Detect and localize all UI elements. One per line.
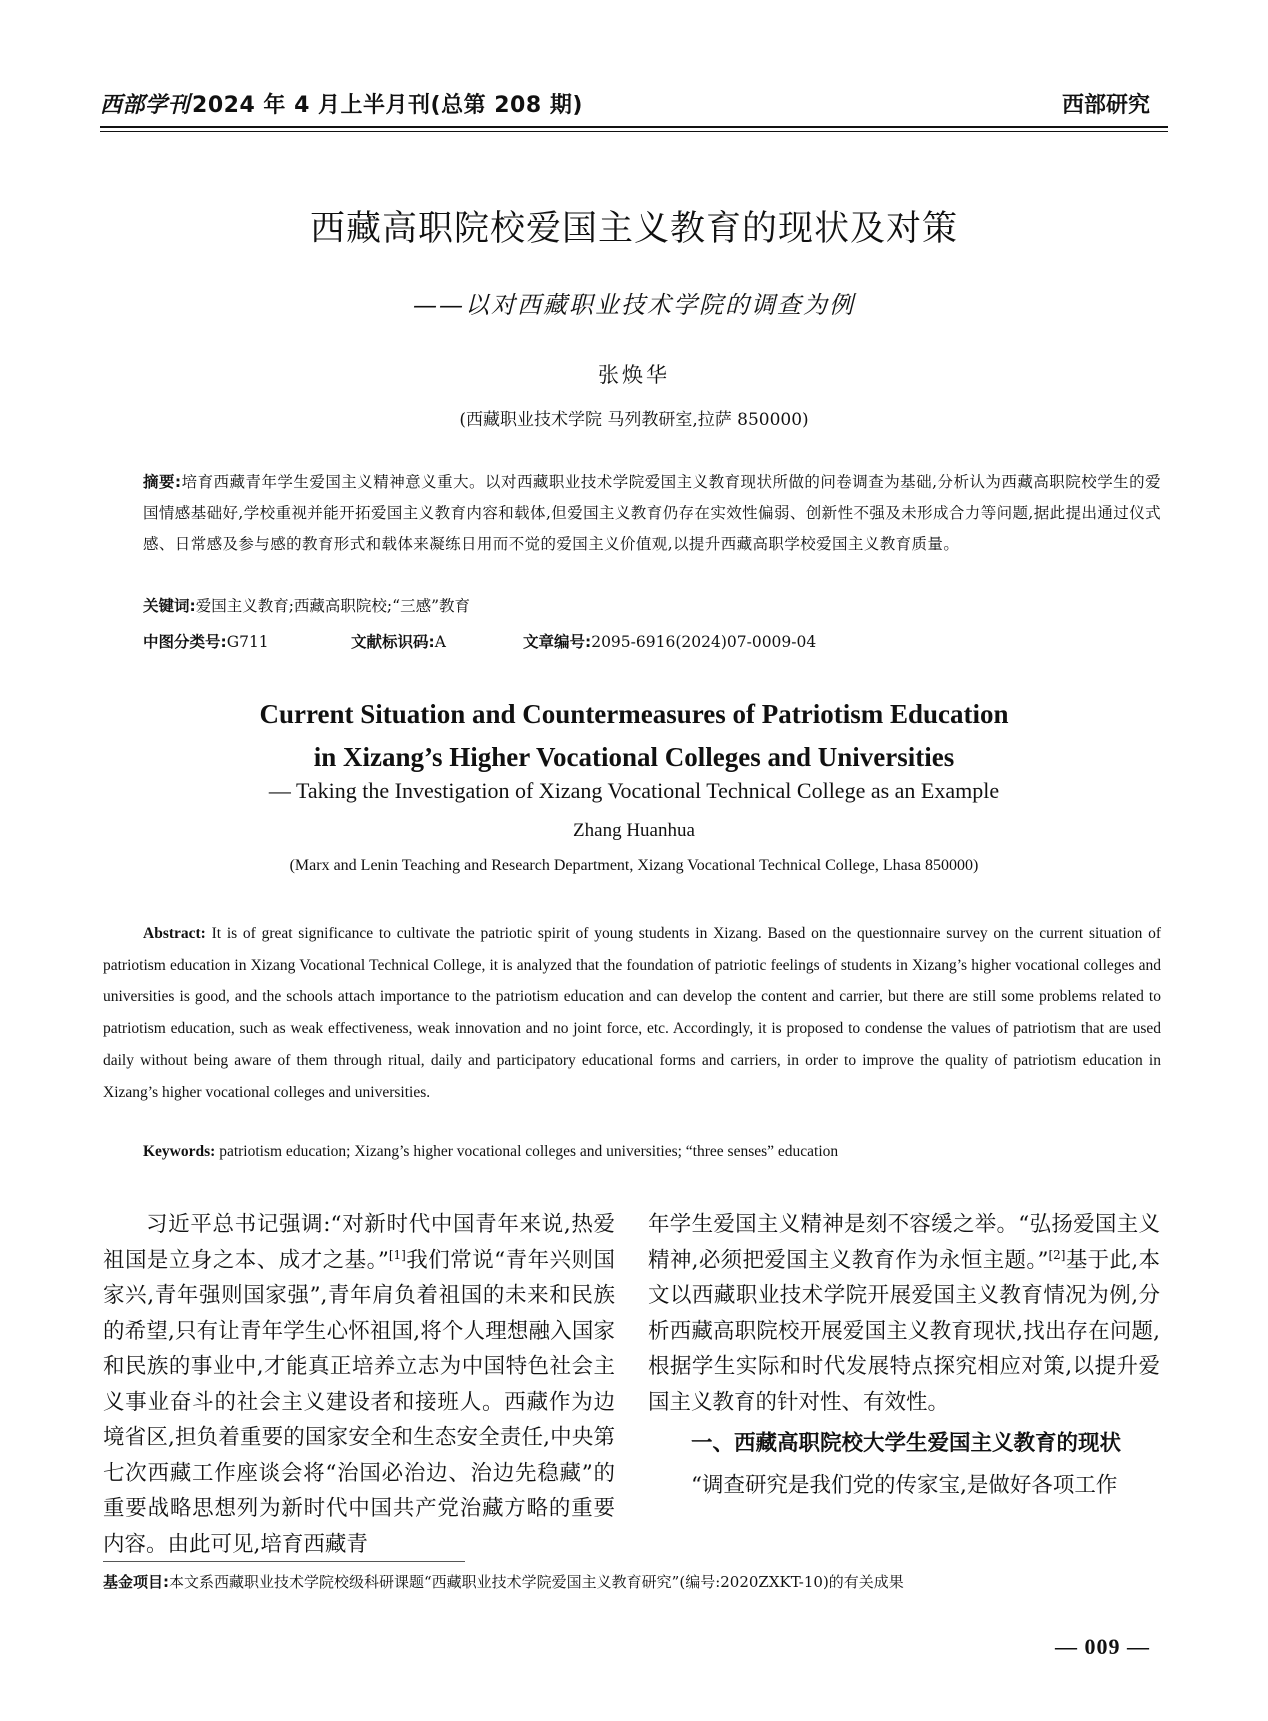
body-paragraph: “调查研究是我们党的传家宝,是做好各项工作	[691, 1473, 1118, 1498]
issue-info: 2024 年 4 月上半月刊(总第 208 期)	[192, 93, 583, 118]
abstract-en-text: It is of great significance to cultivate the patriotic spirit of young students in Xizang. Based on the questionnaire survey on the current situation of patriotism education in Xizang Vocational Technical College, it is analyzed that the foundation of patriotic feelings of students in Xizang’s higher vocational colleges and universities is good, and the schools attach importance to the patriotism education and can develop the content and carrier, but there are still some problems related to patriotism education, such as weak effectiveness, weak innovation and no joint force, etc. Accordingly, it is proposed to condense the values of patriotism that are used daily without being aware of them through ritual, daily and participatory educational forms and carriers, in order to improve the quality of patriotism education in Xizang’s higher vocational colleges and universities.	[103, 925, 1161, 1101]
abstract-cn-label: 摘要:	[143, 473, 182, 491]
keywords-cn	[143, 594, 470, 616]
affiliation-en: (Marx and Lenin Teaching and Research Department, Xizang Vocational Technical College, Lhasa 850000)	[289, 857, 979, 874]
journal-logo: 西部学刊	[100, 92, 191, 118]
abstract-en	[103, 918, 1161, 1108]
abstract-en-label: Abstract:	[143, 925, 206, 942]
abstract-cn	[143, 467, 1161, 560]
footnote-label: 基金项目:	[103, 1573, 169, 1591]
header-rule-thin	[100, 131, 1168, 132]
body-paragraph-continued: 年学生爱国主义精神是刻不容缓之举。“弘扬爱国主义精神,必须把爱国主义教育作为永恒主题。”[2]基于此,本文以西藏职业技术学院开展爱国主义教育情况为例,分析西藏高职院校开展爱国主义教育现状,找出存在问题,根据学生实际和时代发展特点探究相应对策,以提升爱国主义教育的针对性、有效性。	[648, 1212, 1161, 1415]
body-paragraph: 习近平总书记强调:“对新时代中国青年来说,热爱祖国是立身之本、成才之基。”[1]我们常说“青年兴则国家兴,青年强则国家强”,青年肩负着祖国的未来和民族的希望,只有让青年学生心怀祖国,将个人理想融入国家和民族的事业中,才能真正培养立志为中国特色社会主义事业奋斗的社会主义建设者和接班人。西藏作为边境省区,担负着重要的国家安全和生态安全责任,中央第七次西藏工作座谈会将“治国必治边、治边先稳藏”的重要战略思想列为新时代中国共产党治藏方略的重要内容。由此可见,培育西藏青	[103, 1212, 615, 1557]
article-number: 文章编号:2095-6916(2024)07-0009-04	[523, 633, 817, 651]
keywords-en-label: Keywords:	[143, 1143, 216, 1160]
footnote-funding	[103, 1571, 904, 1592]
author-cn: 张焕华	[598, 363, 670, 387]
header-rule	[100, 126, 1168, 128]
section-heading-1: 一、西藏高职院校大学生爱国主义教育的现状	[691, 1431, 1122, 1456]
page-number: — 009 —	[1055, 1634, 1150, 1659]
title-cn: 西藏高职院校爱国主义教育的现状及对策	[309, 209, 958, 249]
keywords-en	[143, 1143, 838, 1161]
running-header-issue	[100, 88, 583, 119]
title-en	[0, 693, 1268, 779]
affiliation-cn: (西藏职业技术学院 马列教研室,拉萨 850000)	[459, 410, 809, 430]
subtitle-en: — Taking the Investigation of Xizang Vocational Technical College as an Example	[268, 778, 1000, 803]
footnote-rule	[103, 1561, 465, 1562]
title-en-line1: Current Situation and Countermeasures of Patriotism Education	[259, 699, 1009, 729]
subtitle-cn: ——以对西藏职业技术学院的调查为例	[413, 291, 855, 319]
running-header-section: 西部研究	[1061, 93, 1150, 118]
footnote-text: 本文系西藏职业技术学院校级科研课题“西藏职业技术学院爱国主义教育研究”(编号:2020ZXKT-10)的有关成果	[169, 1573, 904, 1591]
citation-ref-1: [1]	[388, 1247, 406, 1262]
keywords-en-text: patriotism education; Xizang’s higher vocational colleges and universities; “three senses” education	[215, 1143, 839, 1160]
classification-line	[143, 630, 816, 652]
body-column-right	[648, 1207, 1160, 1504]
abstract-cn-text: 培育西藏青年学生爱国主义精神意义重大。以对西藏职业技术学院爱国主义教育现状所做的问卷调查为基础,分析认为西藏高职院校学生的爱国情感基础好,学校重视并能开拓爱国主义教育内容和载体,但爱国主义教育仍存在实效性偏弱、创新性不强及未形成合力等问题,据此提出通过仪式感、日常感及参与感的教育形式和载体来凝练日用而不觉的爱国主义价值观,以提升西藏高职学校爱国主义教育质量。	[143, 473, 1162, 553]
keywords-cn-text: 爱国主义教育;西藏高职院校;“三感”教育	[195, 597, 470, 615]
document-code: 文献标识码:A	[351, 633, 446, 651]
author-en: Zhang Huanhua	[573, 820, 695, 841]
citation-ref-2: [2]	[1048, 1247, 1066, 1262]
keywords-cn-label: 关键词:	[143, 597, 196, 615]
clc-code: 中图分类号:G711	[143, 633, 269, 651]
title-en-line2: in Xizang’s Higher Vocational Colleges and Universities	[313, 742, 955, 772]
body-column-left	[103, 1207, 615, 1562]
